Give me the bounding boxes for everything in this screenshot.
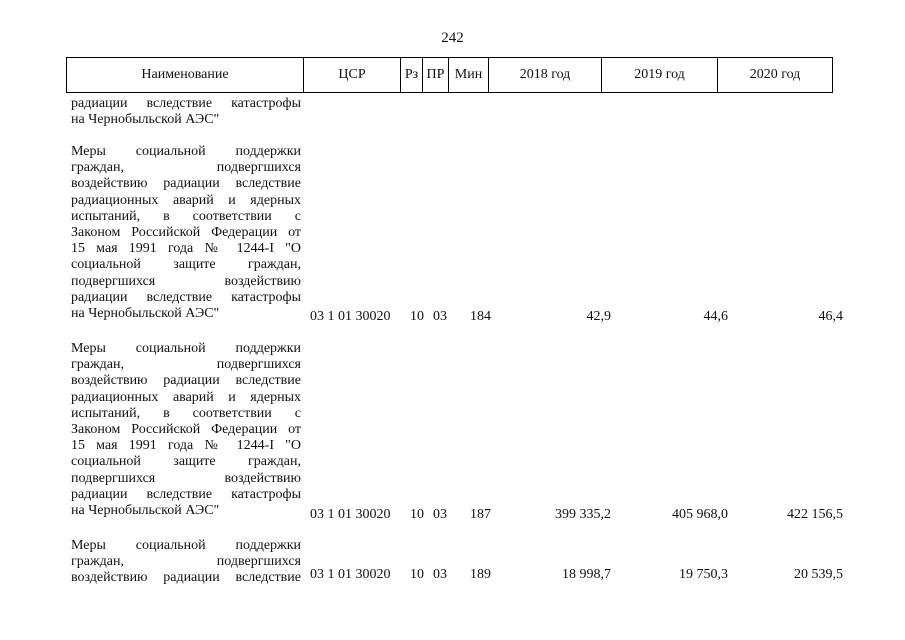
name-line: воздействию радиации вследствие [71, 570, 301, 586]
column-header-rz: Рз [401, 58, 423, 93]
cell-2020: 20 539,5 [794, 567, 843, 582]
cell-csr: 03 1 01 30020 [310, 567, 391, 582]
name-line: радиационных аварий и ядерных [71, 192, 301, 208]
cell-csr: 03 1 01 30020 [310, 309, 391, 324]
column-header-min: Мин [449, 58, 489, 93]
table-row-name [71, 144, 301, 322]
cell-2019: 44,6 [703, 309, 728, 324]
page-number: 242 [441, 30, 464, 46]
name-line: Законом Российской Федерации от [71, 225, 301, 241]
name-line: социальной защите граждан, [71, 257, 301, 273]
cell-2019: 405 968,0 [672, 507, 728, 522]
cell-2020: 422 156,5 [787, 507, 843, 522]
name-line: социальной защите граждан, [71, 454, 301, 470]
column-header-2019: 2019 год [602, 58, 718, 93]
name-line: воздействию радиации вследствие [71, 176, 301, 192]
name-line: граждан, подвергшихся [71, 554, 301, 570]
name-line: радиации вследствие катастрофы [71, 486, 301, 502]
cell-rz: 10 [410, 567, 424, 582]
cell-min: 184 [470, 309, 491, 324]
cell-2019: 19 750,3 [679, 567, 728, 582]
name-line: радиации вследствие катастрофы [71, 289, 301, 305]
column-header-2018: 2018 год [489, 58, 602, 93]
name-line: 15 мая 1991 года № 1244-I "О [71, 438, 301, 454]
name-line: воздействию радиации вследствие [71, 373, 301, 389]
cell-2020: 46,4 [818, 309, 843, 324]
cell-rz: 10 [410, 507, 424, 522]
cell-2018: 42,9 [586, 309, 611, 324]
table-row-name [71, 96, 301, 128]
cell-pr: 03 [433, 567, 447, 582]
cell-min: 189 [470, 567, 491, 582]
column-header-2020: 2020 год [718, 58, 833, 93]
cell-csr: 03 1 01 30020 [310, 507, 391, 522]
cell-min: 187 [470, 507, 491, 522]
name-line: 15 мая 1991 года № 1244-I "О [71, 241, 301, 257]
column-header-name: Наименование [67, 58, 304, 93]
table-header [66, 57, 833, 93]
name-line: Законом Российской Федерации от [71, 422, 301, 438]
name-line: Меры социальной поддержки [71, 341, 301, 356]
name-line: на Чернобыльской АЭС" [71, 306, 220, 322]
name-line: граждан, подвергшихся [71, 160, 301, 176]
name-line: радиационных аварий и ядерных [71, 389, 301, 405]
cell-rz: 10 [410, 309, 424, 324]
name-line: на Чернобыльской АЭС" [71, 503, 220, 519]
table-row-name [71, 538, 301, 587]
cell-pr: 03 [433, 309, 447, 324]
name-line: подвергшихся воздействию [71, 470, 301, 486]
name-line: Меры социальной поддержки [71, 538, 301, 553]
name-line: на Чернобыльской АЭС" [71, 112, 220, 128]
column-header-pr: ПР [423, 58, 449, 93]
cell-2018: 399 335,2 [555, 507, 611, 522]
name-line: испытаний, в соответствии с [71, 208, 301, 224]
column-header-csr: ЦСР [304, 58, 401, 93]
name-line: подвергшихся воздействию [71, 273, 301, 289]
table-row-name [71, 341, 301, 519]
cell-2018: 18 998,7 [562, 567, 611, 582]
name-line: граждан, подвергшихся [71, 357, 301, 373]
name-line: радиации вследствие катастрофы [71, 96, 301, 111]
name-line: испытаний, в соответствии с [71, 405, 301, 421]
name-line: Меры социальной поддержки [71, 144, 301, 159]
cell-pr: 03 [433, 507, 447, 522]
